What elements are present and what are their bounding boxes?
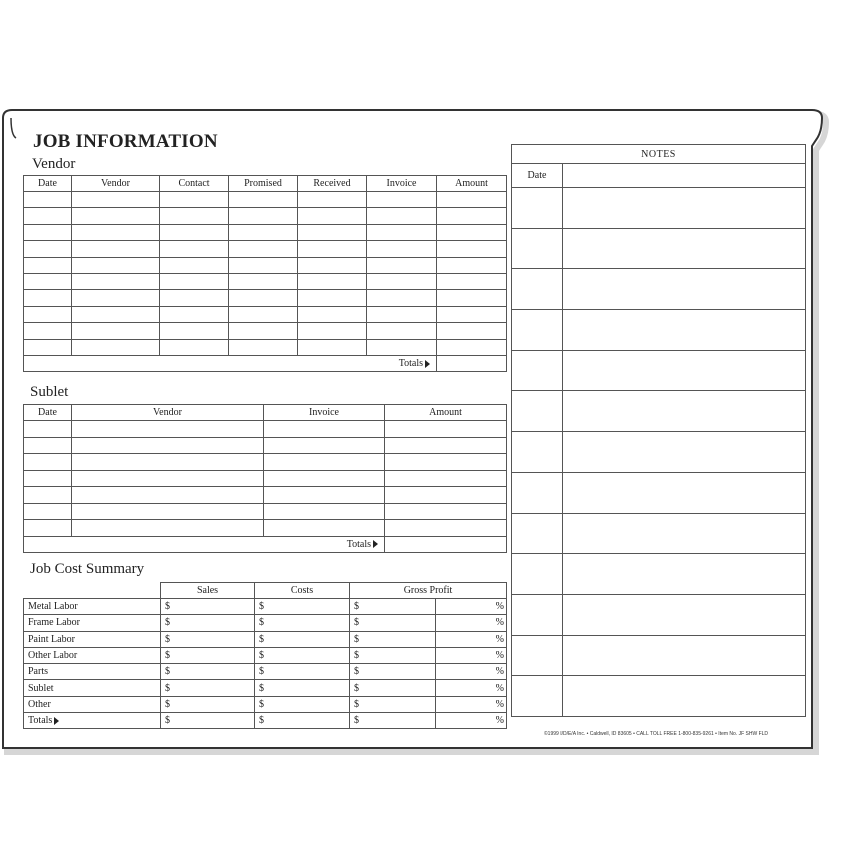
cost-col-gross-profit: Gross Profit — [350, 583, 507, 599]
cost-costs-cell[interactable]: $ — [255, 680, 350, 696]
cost-row-label: Paint Labor — [24, 631, 161, 647]
arrow-right-icon — [373, 540, 378, 548]
vendor-entry-cell[interactable] — [437, 241, 507, 257]
vendor-entry-cell[interactable] — [72, 224, 160, 240]
notes-entry-cell[interactable] — [563, 269, 806, 310]
cost-header-blank — [24, 583, 161, 599]
notes-entry-cell[interactable] — [512, 350, 563, 391]
sublet-entry-cell[interactable] — [385, 454, 507, 471]
sublet-table — [23, 404, 507, 553]
cost-col-sales: Sales — [161, 583, 255, 599]
notes-table — [511, 144, 806, 717]
cost-costs-cell[interactable]: $ — [255, 647, 350, 663]
cost-percent-cell[interactable]: % — [436, 599, 507, 615]
vendor-entry-cell[interactable] — [437, 339, 507, 355]
sublet-entry-cell[interactable] — [264, 520, 385, 537]
vendor-entry-cell[interactable] — [24, 208, 72, 224]
vendor-totals-label: Totals — [24, 355, 437, 371]
cost-row — [24, 680, 507, 696]
notes-entry-row — [512, 676, 806, 717]
vendor-entry-cell[interactable] — [24, 323, 72, 339]
sublet-col-invoice: Invoice — [264, 405, 385, 421]
sublet-entry-cell[interactable] — [72, 503, 264, 520]
vendor-entry-row — [24, 273, 507, 289]
vendor-col-vendor: Vendor — [72, 176, 160, 192]
footer-text: ©1999 I/D/E/A Inc. • Caldwell, ID 83605 • CALL TOLL FREE 1-800-835-9261 • Item No. JF SHW FLD — [544, 731, 769, 737]
vendor-entry-cell[interactable] — [367, 323, 437, 339]
vendor-entry-cell[interactable] — [229, 306, 298, 322]
sublet-entry-row — [24, 454, 507, 471]
notes-col-date: Date — [512, 164, 563, 188]
vendor-entry-cell[interactable] — [229, 257, 298, 273]
vendor-entry-row — [24, 208, 507, 224]
notes-entry-cell[interactable] — [563, 554, 806, 595]
vendor-entry-cell[interactable] — [160, 323, 229, 339]
vendor-entry-cell[interactable] — [437, 273, 507, 289]
sublet-heading: Sublet — [30, 384, 69, 400]
vendor-entry-cell[interactable] — [437, 257, 507, 273]
vendor-entry-row — [24, 241, 507, 257]
vendor-col-amount: Amount — [437, 176, 507, 192]
vendor-entry-cell[interactable] — [160, 339, 229, 355]
sublet-entry-row — [24, 470, 507, 487]
vendor-entry-cell[interactable] — [160, 306, 229, 322]
vendor-entry-cell[interactable] — [72, 306, 160, 322]
cost-row — [24, 599, 507, 615]
cost-header-row — [24, 583, 507, 599]
vendor-entry-cell[interactable] — [367, 306, 437, 322]
vendor-entry-row — [24, 290, 507, 306]
cost-row-label: Sublet — [24, 680, 161, 696]
vendor-col-received: Received — [298, 176, 367, 192]
sublet-col-amount: Amount — [385, 405, 507, 421]
cost-costs-cell[interactable]: $ — [255, 631, 350, 647]
vendor-entry-cell[interactable] — [24, 192, 72, 208]
cost-row-label: Metal Labor — [24, 599, 161, 615]
vendor-entry-cell[interactable] — [298, 306, 367, 322]
sublet-entry-cell[interactable] — [385, 520, 507, 537]
vendor-entry-cell[interactable] — [160, 290, 229, 306]
sublet-entry-cell[interactable] — [24, 421, 72, 438]
vendor-entry-cell[interactable] — [367, 339, 437, 355]
sublet-entry-cell[interactable] — [24, 487, 72, 504]
sublet-col-date: Date — [24, 405, 72, 421]
cost-profit-cell[interactable]: $ — [350, 713, 436, 729]
sublet-entry-cell[interactable] — [24, 503, 72, 520]
vendor-entry-cell[interactable] — [229, 323, 298, 339]
vendor-entry-cell[interactable] — [160, 257, 229, 273]
sublet-totals-label: Totals — [24, 536, 385, 552]
cost-sales-cell[interactable]: $ — [161, 647, 255, 663]
cost-profit-cell[interactable]: $ — [350, 664, 436, 680]
vendor-entry-row — [24, 257, 507, 273]
notes-entry-cell[interactable] — [563, 188, 806, 229]
sublet-entry-cell[interactable] — [24, 520, 72, 537]
vendor-entry-cell[interactable] — [437, 224, 507, 240]
vendor-entry-cell[interactable] — [229, 273, 298, 289]
vendor-entry-cell[interactable] — [229, 192, 298, 208]
vendor-entry-cell[interactable] — [24, 241, 72, 257]
vendor-entry-cell[interactable] — [367, 257, 437, 273]
job-cost-summary-table — [23, 582, 507, 729]
vendor-col-contact: Contact — [160, 176, 229, 192]
vendor-entry-cell[interactable] — [72, 257, 160, 273]
sublet-entry-cell[interactable] — [385, 503, 507, 520]
sublet-entry-row — [24, 421, 507, 438]
arrow-right-icon — [425, 360, 430, 368]
sublet-entry-cell[interactable] — [72, 421, 264, 438]
vendor-totals-amount[interactable] — [437, 355, 507, 371]
vendor-entry-cell[interactable] — [229, 241, 298, 257]
job-cost-summary-heading: Job Cost Summary — [30, 561, 145, 577]
vendor-entry-cell[interactable] — [160, 224, 229, 240]
cost-row — [24, 647, 507, 663]
notes-entry-cell[interactable] — [512, 513, 563, 554]
vendor-entry-cell[interactable] — [72, 273, 160, 289]
notes-entry-cell[interactable] — [512, 188, 563, 229]
cost-sales-cell[interactable]: $ — [161, 599, 255, 615]
vendor-entry-cell[interactable] — [24, 257, 72, 273]
cost-percent-cell[interactable]: % — [436, 631, 507, 647]
sublet-entry-cell[interactable] — [264, 470, 385, 487]
cost-percent-cell[interactable]: % — [436, 647, 507, 663]
sublet-entry-cell[interactable] — [24, 454, 72, 471]
cost-row — [24, 615, 507, 631]
vendor-entry-cell[interactable] — [437, 323, 507, 339]
notes-entry-cell[interactable] — [563, 513, 806, 554]
cost-sales-cell[interactable]: $ — [161, 680, 255, 696]
cost-sales-cell[interactable]: $ — [161, 696, 255, 712]
cost-profit-cell[interactable]: $ — [350, 647, 436, 663]
vendor-entry-cell[interactable] — [298, 290, 367, 306]
vendor-entry-cell[interactable] — [298, 323, 367, 339]
vendor-entry-cell[interactable] — [298, 241, 367, 257]
cost-sales-cell[interactable]: $ — [161, 631, 255, 647]
vendor-entry-cell[interactable] — [24, 290, 72, 306]
vendor-entry-cell[interactable] — [298, 257, 367, 273]
vendor-entry-cell[interactable] — [367, 290, 437, 306]
sublet-header-row — [24, 405, 507, 421]
vendor-entry-cell[interactable] — [298, 339, 367, 355]
vendor-entry-cell[interactable] — [298, 192, 367, 208]
notes-header-row — [512, 164, 806, 188]
sublet-entry-cell[interactable] — [72, 520, 264, 537]
cost-percent-cell[interactable]: % — [436, 615, 507, 631]
notes-entry-row — [512, 594, 806, 635]
vendor-entry-row — [24, 306, 507, 322]
notes-entry-cell[interactable] — [563, 635, 806, 676]
sublet-entry-cell[interactable] — [72, 437, 264, 454]
vendor-header-row — [24, 176, 507, 192]
cost-costs-cell[interactable]: $ — [255, 713, 350, 729]
vendor-entry-cell[interactable] — [437, 306, 507, 322]
notes-entry-cell[interactable] — [563, 432, 806, 473]
cost-costs-cell[interactable]: $ — [255, 664, 350, 680]
notes-entry-row — [512, 635, 806, 676]
sublet-entry-row — [24, 437, 507, 454]
notes-title-row — [512, 145, 806, 164]
sublet-entry-cell[interactable] — [385, 421, 507, 438]
sublet-entry-cell[interactable] — [264, 421, 385, 438]
cost-row — [24, 713, 507, 729]
vendor-heading: Vendor — [32, 156, 76, 172]
vendor-col-date: Date — [24, 176, 72, 192]
cost-col-costs: Costs — [255, 583, 350, 599]
cost-profit-cell[interactable]: $ — [350, 680, 436, 696]
vendor-entry-cell[interactable] — [72, 192, 160, 208]
cost-sales-cell[interactable]: $ — [161, 713, 255, 729]
cost-costs-cell[interactable]: $ — [255, 696, 350, 712]
sublet-entry-cell[interactable] — [72, 454, 264, 471]
vendor-entry-cell[interactable] — [437, 208, 507, 224]
notes-entry-cell[interactable] — [512, 472, 563, 513]
vendor-entry-cell[interactable] — [367, 241, 437, 257]
cost-percent-cell[interactable]: % — [436, 713, 507, 729]
vendor-entry-cell[interactable] — [160, 241, 229, 257]
notes-entry-row — [512, 513, 806, 554]
vendor-entry-cell[interactable] — [437, 192, 507, 208]
vendor-entry-cell[interactable] — [229, 339, 298, 355]
vendor-entry-cell[interactable] — [160, 208, 229, 224]
vendor-entry-cell[interactable] — [160, 192, 229, 208]
cost-costs-cell[interactable]: $ — [255, 599, 350, 615]
cost-costs-cell[interactable]: $ — [255, 615, 350, 631]
notes-entry-cell[interactable] — [563, 310, 806, 351]
sublet-totals-amount[interactable] — [385, 536, 507, 552]
vendor-entry-cell[interactable] — [298, 208, 367, 224]
notes-col-note — [563, 164, 806, 188]
notes-entry-cell[interactable] — [512, 391, 563, 432]
cost-sales-cell[interactable]: $ — [161, 664, 255, 680]
sublet-entry-cell[interactable] — [385, 470, 507, 487]
notes-entry-cell[interactable] — [563, 472, 806, 513]
cost-sales-cell[interactable]: $ — [161, 615, 255, 631]
cost-row-label: Parts — [24, 664, 161, 680]
sublet-entry-row — [24, 503, 507, 520]
vendor-entry-cell[interactable] — [437, 290, 507, 306]
vendor-entry-cell[interactable] — [72, 290, 160, 306]
vendor-entry-cell[interactable] — [72, 323, 160, 339]
cost-row-label: Totals — [24, 713, 161, 729]
vendor-entry-cell[interactable] — [298, 273, 367, 289]
vendor-entry-row — [24, 224, 507, 240]
notes-entry-row — [512, 188, 806, 229]
notes-entry-cell[interactable] — [512, 594, 563, 635]
cost-profit-cell[interactable]: $ — [350, 599, 436, 615]
notes-entry-row — [512, 228, 806, 269]
sublet-entry-cell[interactable] — [385, 437, 507, 454]
cost-percent-cell[interactable]: % — [436, 664, 507, 680]
vendor-entry-cell[interactable] — [24, 273, 72, 289]
notes-entry-cell[interactable] — [512, 635, 563, 676]
vendor-col-invoice: Invoice — [367, 176, 437, 192]
vendor-entry-cell[interactable] — [367, 224, 437, 240]
cost-profit-cell[interactable]: $ — [350, 615, 436, 631]
notes-entry-cell[interactable] — [512, 228, 563, 269]
notes-entry-row — [512, 391, 806, 432]
cost-profit-cell[interactable]: $ — [350, 696, 436, 712]
vendor-entry-row — [24, 323, 507, 339]
cost-row — [24, 664, 507, 680]
notes-entry-cell[interactable] — [563, 391, 806, 432]
notes-entry-row — [512, 350, 806, 391]
cost-percent-cell[interactable]: % — [436, 696, 507, 712]
notes-entry-row — [512, 269, 806, 310]
vendor-entry-cell[interactable] — [24, 339, 72, 355]
job-information-title: JOB INFORMATION — [33, 131, 218, 152]
sublet-entry-row — [24, 487, 507, 504]
vendor-totals-row — [24, 355, 507, 371]
notes-entry-cell[interactable] — [512, 676, 563, 717]
vendor-entry-cell[interactable] — [367, 273, 437, 289]
notes-entry-cell[interactable] — [563, 228, 806, 269]
notes-entry-cell[interactable] — [563, 594, 806, 635]
notes-entry-row — [512, 554, 806, 595]
sublet-entry-cell[interactable] — [24, 437, 72, 454]
notes-entry-cell[interactable] — [512, 310, 563, 351]
notes-entry-row — [512, 472, 806, 513]
vendor-entry-cell[interactable] — [72, 208, 160, 224]
vendor-entry-cell[interactable] — [229, 290, 298, 306]
sublet-entry-cell[interactable] — [264, 487, 385, 504]
arrow-right-icon — [54, 717, 59, 725]
sublet-entry-cell[interactable] — [264, 437, 385, 454]
vendor-entry-cell[interactable] — [24, 306, 72, 322]
cost-row-label: Other Labor — [24, 647, 161, 663]
cost-row-label: Frame Labor — [24, 615, 161, 631]
notes-entry-cell[interactable] — [512, 269, 563, 310]
cost-profit-cell[interactable]: $ — [350, 631, 436, 647]
notes-entry-cell[interactable] — [512, 432, 563, 473]
notes-title: NOTES — [512, 145, 806, 164]
vendor-entry-cell[interactable] — [229, 208, 298, 224]
notes-entry-cell[interactable] — [563, 676, 806, 717]
cost-row — [24, 696, 507, 712]
vendor-table — [23, 175, 507, 372]
cost-percent-cell[interactable]: % — [436, 680, 507, 696]
cost-row — [24, 631, 507, 647]
sublet-entry-cell[interactable] — [264, 454, 385, 471]
vendor-entry-cell[interactable] — [72, 241, 160, 257]
vendor-col-promised: Promised — [229, 176, 298, 192]
notes-entry-cell[interactable] — [563, 350, 806, 391]
sublet-entry-cell[interactable] — [24, 470, 72, 487]
vendor-entry-cell[interactable] — [24, 224, 72, 240]
vendor-entry-row — [24, 192, 507, 208]
vendor-entry-cell[interactable] — [298, 224, 367, 240]
notes-entry-cell[interactable] — [512, 554, 563, 595]
notes-entry-row — [512, 310, 806, 351]
sublet-col-vendor: Vendor — [72, 405, 264, 421]
vendor-entry-cell[interactable] — [72, 339, 160, 355]
sublet-entry-cell[interactable] — [385, 487, 507, 504]
notes-entry-row — [512, 432, 806, 473]
sublet-entry-cell[interactable] — [72, 470, 264, 487]
sublet-entry-row — [24, 520, 507, 537]
vendor-entry-cell[interactable] — [367, 208, 437, 224]
sublet-totals-row — [24, 536, 507, 552]
vendor-entry-cell[interactable] — [367, 192, 437, 208]
sublet-entry-cell[interactable] — [72, 487, 264, 504]
cost-row-label: Other — [24, 696, 161, 712]
vendor-entry-cell[interactable] — [229, 224, 298, 240]
sublet-entry-cell[interactable] — [264, 503, 385, 520]
vendor-entry-cell[interactable] — [160, 273, 229, 289]
vendor-entry-row — [24, 339, 507, 355]
